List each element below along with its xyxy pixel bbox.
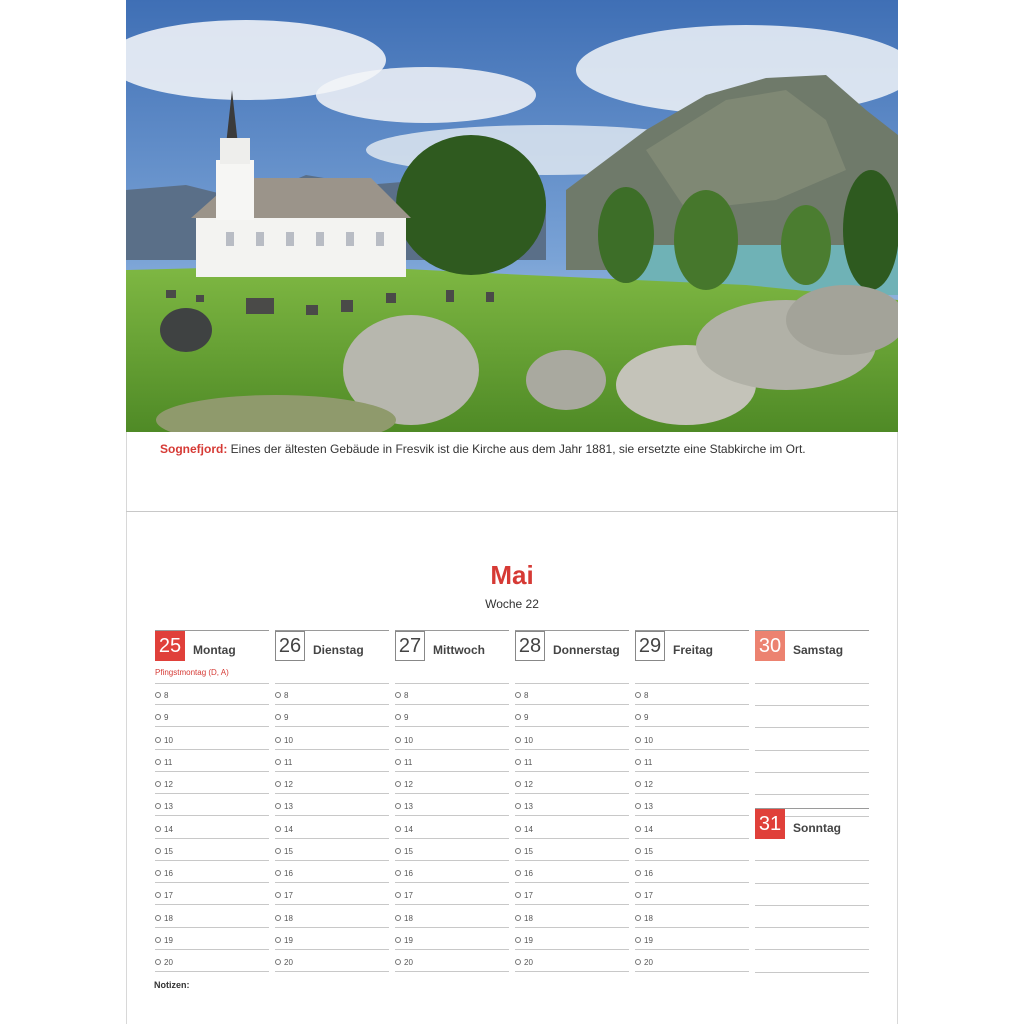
time-slot[interactable] xyxy=(155,816,269,839)
clock-icon xyxy=(155,959,161,965)
sunday-line[interactable] xyxy=(755,927,869,950)
clock-icon xyxy=(275,892,281,898)
time-slot[interactable] xyxy=(515,882,629,905)
time-slot[interactable] xyxy=(515,704,629,727)
photo-caption xyxy=(160,442,806,456)
clock-icon xyxy=(395,915,401,921)
day-name: Freitag xyxy=(673,643,714,657)
hour-label: 10 xyxy=(644,735,653,745)
hour-label: 16 xyxy=(644,869,653,878)
clock-icon xyxy=(515,937,521,943)
clock-icon xyxy=(155,803,161,809)
time-slot[interactable] xyxy=(275,905,389,928)
hour-label: 8 xyxy=(404,691,409,700)
time-slot[interactable] xyxy=(155,838,269,861)
clock-icon xyxy=(635,937,641,943)
clock-icon xyxy=(635,915,641,921)
hour-label: 12 xyxy=(644,780,653,789)
clock-icon xyxy=(395,737,401,743)
clock-icon xyxy=(275,803,281,809)
month-title: Mai xyxy=(490,560,534,590)
time-slot[interactable] xyxy=(635,816,749,839)
time-slot[interactable] xyxy=(275,793,389,816)
page-divider xyxy=(126,511,898,512)
clock-icon xyxy=(395,826,401,832)
clock-icon xyxy=(515,692,521,698)
notes-label: Notizen: xyxy=(154,980,190,990)
hour-label: 14 xyxy=(524,824,533,834)
hour-label: 9 xyxy=(164,713,169,723)
clock-icon xyxy=(155,714,161,720)
clock-icon xyxy=(635,959,641,965)
week-label: Woche 22 xyxy=(485,597,539,611)
time-slot[interactable] xyxy=(155,704,269,727)
clock-icon xyxy=(275,959,281,965)
clock-icon xyxy=(395,803,401,809)
clock-icon xyxy=(515,959,521,965)
time-slot[interactable] xyxy=(275,882,389,905)
hour-label: 13 xyxy=(644,802,653,812)
clock-icon xyxy=(275,781,281,787)
header-rule xyxy=(515,661,629,684)
hour-label: 12 xyxy=(164,780,173,789)
clock-icon xyxy=(275,737,281,743)
day-name: Samstag xyxy=(793,643,844,657)
time-slot[interactable] xyxy=(275,682,389,705)
clock-icon xyxy=(395,848,401,854)
saturday-line[interactable] xyxy=(755,705,869,728)
hour-label: 13 xyxy=(524,802,533,812)
time-slot[interactable] xyxy=(395,927,509,950)
hour-label: 10 xyxy=(284,735,293,745)
hour-label: 14 xyxy=(284,824,293,834)
time-slot[interactable] xyxy=(155,949,269,972)
sunday-line[interactable] xyxy=(755,883,869,906)
time-slot[interactable] xyxy=(395,727,509,750)
time-slot[interactable] xyxy=(275,949,389,972)
hour-label: 14 xyxy=(164,824,173,834)
time-slot[interactable] xyxy=(395,771,509,794)
time-slot[interactable] xyxy=(395,882,509,905)
clock-icon xyxy=(395,937,401,943)
clock-icon xyxy=(155,759,161,765)
hour-label: 19 xyxy=(164,935,173,945)
landscape-photo xyxy=(126,0,898,432)
hour-label: 18 xyxy=(524,913,533,923)
time-slot[interactable] xyxy=(635,704,749,727)
clock-icon xyxy=(515,892,521,898)
time-slot[interactable] xyxy=(395,816,509,839)
clock-icon xyxy=(515,870,521,876)
sunday-line[interactable] xyxy=(755,905,869,928)
clock-icon xyxy=(635,781,641,787)
time-slot[interactable] xyxy=(635,682,749,705)
time-slot[interactable] xyxy=(275,838,389,861)
hour-label: 16 xyxy=(524,869,533,878)
day-30-header xyxy=(755,630,869,661)
time-slot[interactable] xyxy=(515,860,629,883)
hour-label: 10 xyxy=(164,735,173,745)
hour-label: 18 xyxy=(404,913,413,923)
time-slot[interactable] xyxy=(275,860,389,883)
hour-label: 20 xyxy=(284,958,293,967)
time-slot[interactable] xyxy=(155,882,269,905)
day-25-column xyxy=(155,630,269,661)
hour-label: 17 xyxy=(164,891,173,901)
hour-label: 9 xyxy=(644,713,649,723)
time-slot[interactable] xyxy=(395,749,509,772)
hour-label: 13 xyxy=(404,802,413,812)
day-25-header xyxy=(155,630,269,661)
hour-label: 11 xyxy=(644,757,653,767)
hour-label: 20 xyxy=(404,958,413,967)
time-slot[interactable] xyxy=(395,793,509,816)
clock-icon xyxy=(155,826,161,832)
hour-label: 19 xyxy=(404,935,413,945)
saturday-line[interactable] xyxy=(755,683,869,706)
hour-label: 16 xyxy=(404,869,413,878)
hour-label: 12 xyxy=(404,780,413,789)
time-slot[interactable] xyxy=(515,771,629,794)
time-slot[interactable] xyxy=(515,838,629,861)
day-number: 27 xyxy=(395,631,425,661)
time-slot[interactable] xyxy=(155,727,269,750)
clock-icon xyxy=(635,714,641,720)
day-28-column xyxy=(515,630,629,661)
time-slot[interactable] xyxy=(515,727,629,750)
time-slot[interactable] xyxy=(635,793,749,816)
hour-label: 15 xyxy=(404,846,413,856)
time-slot[interactable] xyxy=(275,927,389,950)
day-number: 25 xyxy=(155,631,185,661)
hour-label: 15 xyxy=(284,846,293,856)
clock-icon xyxy=(635,848,641,854)
day-26-header xyxy=(275,630,389,661)
time-slot[interactable] xyxy=(395,838,509,861)
clock-icon xyxy=(515,826,521,832)
hour-label: 12 xyxy=(524,780,533,789)
time-slot[interactable] xyxy=(635,882,749,905)
hour-label: 19 xyxy=(524,935,533,945)
hour-label: 20 xyxy=(524,958,533,967)
time-slot[interactable] xyxy=(515,749,629,772)
clock-icon xyxy=(275,692,281,698)
hour-label: 13 xyxy=(284,802,293,812)
time-slot[interactable] xyxy=(155,927,269,950)
time-slot[interactable] xyxy=(635,771,749,794)
hour-label: 9 xyxy=(524,713,529,723)
hour-label: 20 xyxy=(644,958,653,967)
time-slot[interactable] xyxy=(395,905,509,928)
hour-label: 13 xyxy=(164,802,173,812)
hour-label: 18 xyxy=(644,913,653,923)
header-rule xyxy=(755,661,869,684)
time-slot[interactable] xyxy=(515,793,629,816)
time-slot[interactable] xyxy=(275,816,389,839)
sunday-line[interactable] xyxy=(755,861,869,884)
hour-label: 15 xyxy=(164,846,173,856)
day-31-header xyxy=(755,808,869,839)
hour-label: 18 xyxy=(164,913,173,923)
time-slot[interactable] xyxy=(635,927,749,950)
day-26-column xyxy=(275,630,389,661)
day-29-header xyxy=(635,630,749,661)
header-rule xyxy=(635,661,749,684)
clock-icon xyxy=(275,915,281,921)
clock-icon xyxy=(515,848,521,854)
clock-icon xyxy=(395,759,401,765)
hour-label: 14 xyxy=(644,824,653,834)
clock-icon xyxy=(155,870,161,876)
hour-label: 17 xyxy=(404,891,413,901)
clock-icon xyxy=(155,737,161,743)
time-slot[interactable] xyxy=(155,793,269,816)
day-name: Mittwoch xyxy=(433,643,485,657)
time-slot[interactable] xyxy=(155,905,269,928)
hour-label: 16 xyxy=(164,869,173,878)
hour-label: 8 xyxy=(644,691,649,700)
day-30-column xyxy=(755,630,869,661)
hour-label: 20 xyxy=(164,958,173,967)
time-slot[interactable] xyxy=(395,704,509,727)
clock-icon xyxy=(395,870,401,876)
day-27-column xyxy=(395,630,509,661)
hour-label: 18 xyxy=(284,913,293,923)
header-rule xyxy=(275,661,389,684)
day-number: 26 xyxy=(275,631,305,661)
day-number: 29 xyxy=(635,631,665,661)
sunday-line[interactable] xyxy=(755,838,869,861)
day-name: Dienstag xyxy=(313,643,364,657)
clock-icon xyxy=(515,803,521,809)
clock-icon xyxy=(155,937,161,943)
clock-icon xyxy=(515,714,521,720)
saturday-line[interactable] xyxy=(755,750,869,773)
hour-label: 16 xyxy=(284,869,293,878)
clock-icon xyxy=(395,781,401,787)
clock-icon xyxy=(515,737,521,743)
clock-icon xyxy=(275,714,281,720)
hour-label: 12 xyxy=(284,780,293,789)
hour-label: 19 xyxy=(644,935,653,945)
day-number: 31 xyxy=(755,809,785,839)
clock-icon xyxy=(635,692,641,698)
saturday-line[interactable] xyxy=(755,772,869,795)
time-slot[interactable] xyxy=(515,682,629,705)
holiday-label: Pfingstmontag (D, A) xyxy=(155,668,229,677)
sunday-line[interactable] xyxy=(755,950,869,973)
clock-icon xyxy=(635,870,641,876)
clock-icon xyxy=(515,781,521,787)
day-28-header xyxy=(515,630,629,661)
caption-place: Sognefjord: xyxy=(160,442,228,456)
saturday-line[interactable] xyxy=(755,728,869,751)
time-slot[interactable] xyxy=(635,949,749,972)
time-slot[interactable] xyxy=(275,771,389,794)
time-slot[interactable] xyxy=(275,727,389,750)
clock-icon xyxy=(275,848,281,854)
hour-label: 8 xyxy=(164,691,169,700)
clock-icon xyxy=(275,759,281,765)
clock-icon xyxy=(395,692,401,698)
clock-icon xyxy=(395,714,401,720)
caption-text: Eines der ältesten Gebäude in Fresvik ist die Kirche aus dem Jahr 1881, sie ersetzte eine Stabkirche im Ort. xyxy=(227,442,806,456)
time-slot[interactable] xyxy=(515,816,629,839)
header-rule xyxy=(395,661,509,684)
clock-icon xyxy=(515,759,521,765)
time-slot[interactable] xyxy=(635,860,749,883)
hour-label: 8 xyxy=(524,691,529,700)
hour-label: 11 xyxy=(524,757,533,767)
hour-label: 10 xyxy=(404,735,413,745)
hour-label: 11 xyxy=(164,757,173,767)
clock-icon xyxy=(155,848,161,854)
hour-label: 19 xyxy=(284,935,293,945)
hour-label: 17 xyxy=(284,891,293,901)
clock-icon xyxy=(155,692,161,698)
time-slot[interactable] xyxy=(155,749,269,772)
time-slot[interactable] xyxy=(275,749,389,772)
hour-label: 9 xyxy=(404,713,409,723)
hour-label: 17 xyxy=(644,891,653,901)
day-31-column xyxy=(755,808,869,839)
time-slot[interactable] xyxy=(515,905,629,928)
hour-label: 8 xyxy=(284,691,289,700)
day-name: Sonntag xyxy=(793,821,841,835)
hour-label: 10 xyxy=(524,735,533,745)
clock-icon xyxy=(275,870,281,876)
time-slot[interactable] xyxy=(635,749,749,772)
clock-icon xyxy=(515,915,521,921)
clock-icon xyxy=(635,892,641,898)
day-27-header xyxy=(395,630,509,661)
time-slot[interactable] xyxy=(395,682,509,705)
hour-label: 14 xyxy=(404,824,413,834)
hour-label: 9 xyxy=(284,713,289,723)
hour-label: 11 xyxy=(284,757,293,767)
time-slot[interactable] xyxy=(635,838,749,861)
time-slot[interactable] xyxy=(395,860,509,883)
time-slot[interactable] xyxy=(275,704,389,727)
clock-icon xyxy=(635,737,641,743)
day-29-column xyxy=(635,630,749,661)
clock-icon xyxy=(395,959,401,965)
day-name: Donnerstag xyxy=(553,643,620,657)
hour-label: 17 xyxy=(524,891,533,901)
hour-label: 15 xyxy=(644,846,653,856)
hour-label: 15 xyxy=(524,846,533,856)
time-slot[interactable] xyxy=(155,682,269,705)
time-slot[interactable] xyxy=(635,905,749,928)
day-number: 28 xyxy=(515,631,545,661)
clock-icon xyxy=(635,803,641,809)
clock-icon xyxy=(155,892,161,898)
clock-icon xyxy=(155,781,161,787)
clock-icon xyxy=(635,759,641,765)
hour-label: 11 xyxy=(404,757,413,767)
time-slot[interactable] xyxy=(515,949,629,972)
time-slot[interactable] xyxy=(155,860,269,883)
clock-icon xyxy=(275,937,281,943)
time-slot[interactable] xyxy=(635,727,749,750)
day-number: 30 xyxy=(755,631,785,661)
time-slot[interactable] xyxy=(155,771,269,794)
clock-icon xyxy=(275,826,281,832)
day-name: Montag xyxy=(193,643,236,657)
time-slot[interactable] xyxy=(515,927,629,950)
clock-icon xyxy=(395,892,401,898)
clock-icon xyxy=(155,915,161,921)
clock-icon xyxy=(635,826,641,832)
time-slot[interactable] xyxy=(395,949,509,972)
